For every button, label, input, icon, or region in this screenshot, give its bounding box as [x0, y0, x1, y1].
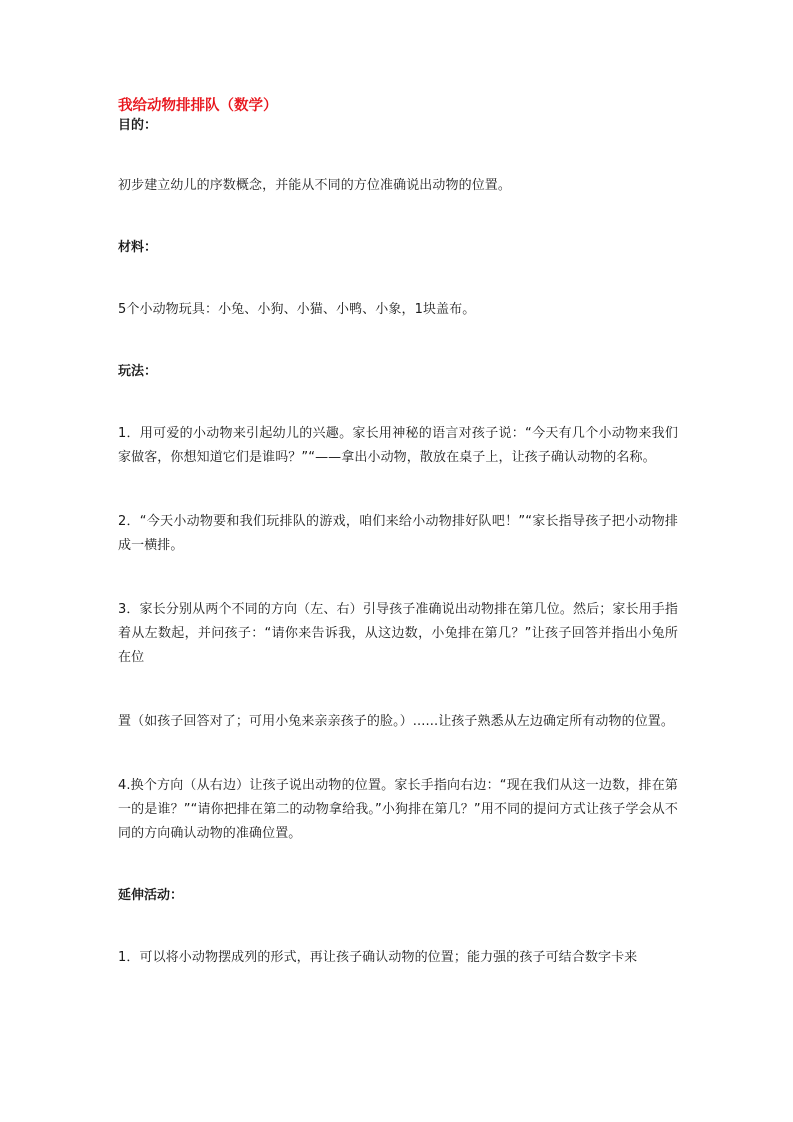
goal-heading: 目的： [118, 118, 158, 133]
goal-paragraph: 初步建立幼儿的序数概念，并能从不同的方位准确说出动物的位置。 [118, 178, 512, 193]
spacer [118, 136, 678, 174]
spacer [118, 322, 678, 362]
step-4-paragraph: 4.换个方向（从右边）让孩子说出动物的位置。家长手指向右边：“现在我们从这一边数，排在第一的是谁？”“请你把排在第二的动物拿给我。”小狗排在第几？”用不同的提问方式让孩子学会从不同的方向确认动物的准确位置。 [118, 778, 678, 841]
spacer [118, 258, 678, 298]
spacer [118, 734, 678, 774]
materials-heading: 材料： [118, 240, 158, 255]
materials-paragraph: 5个小动物玩具：小兔、小狗、小猫、小鸭、小象，1块盖布。 [118, 302, 476, 317]
play-heading: 玩法： [118, 364, 158, 379]
document-title: 我给动物排排队（数学） [118, 98, 278, 114]
step-3-continued-paragraph: 置（如孩子回答对了；可用小兔来亲亲孩子的脸。）......让孩子熟悉从左边确定所有动物的位置。 [118, 714, 674, 729]
spacer [118, 558, 678, 598]
spacer [118, 670, 678, 710]
step-1-paragraph: 1．用可爱的小动物来引起幼儿的兴趣。家长用神秘的语言对孩子说：“今天有几个小动物来我们家做客，你想知道它们是谁吗？”“——拿出小动物，散放在桌子上，让孩子确认动物的名称。 [118, 426, 678, 465]
step-3-paragraph: 3．家长分别从两个不同的方向（左、右）引导孩子准确说出动物排在第几位。然后；家长用手指着从左数起，并问孩子：“请你来告诉我，从这边数，小兔排在第几？”让孩子回答并指出小兔所在位 [118, 602, 678, 665]
spacer [118, 198, 678, 238]
step-2-paragraph: 2．“今天小动物要和我们玩排队的游戏，咱们来给小动物排好队吧！”“家长指导孩子把小动物排成一横排。 [118, 514, 678, 553]
extend-heading: 延伸活动： [118, 888, 184, 903]
spacer [118, 846, 678, 886]
document-page [118, 96, 678, 970]
spacer [118, 470, 678, 510]
spacer [118, 382, 678, 422]
spacer [118, 906, 678, 946]
extend-1-paragraph: 1．可以将小动物摆成列的形式，再让孩子确认动物的位置；能力强的孩子可结合数字卡来 [118, 950, 638, 965]
